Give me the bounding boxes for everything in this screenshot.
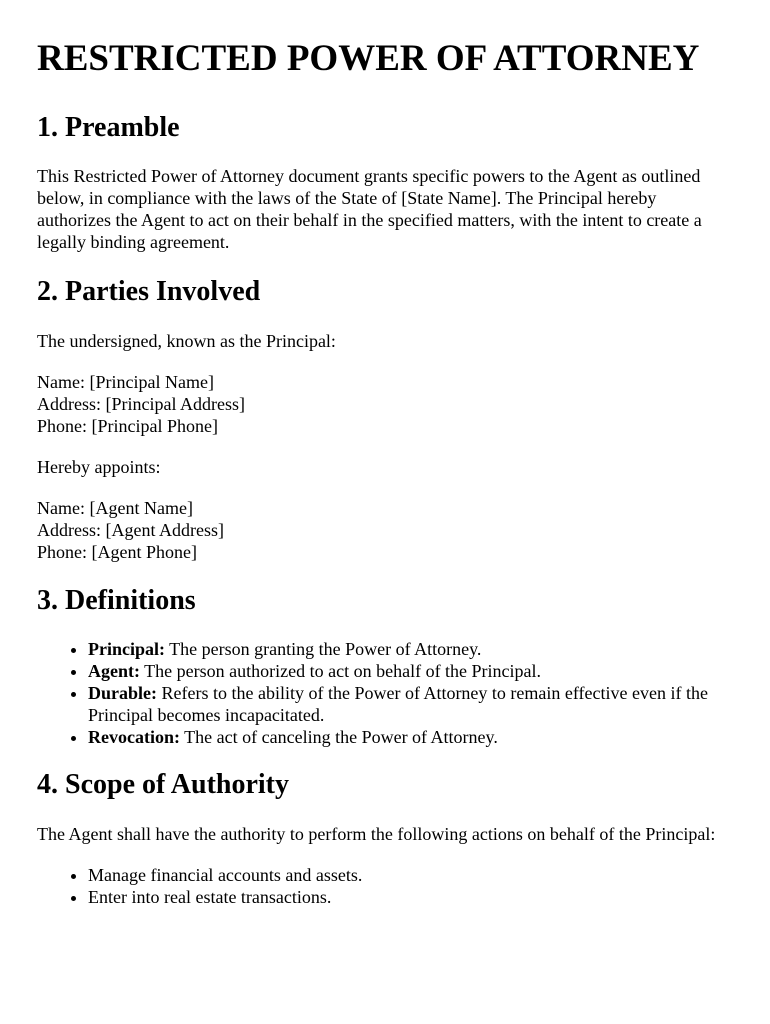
- definition-text: The person authorized to act on behalf of the Principal.: [140, 661, 542, 681]
- agent-name: Name: [Agent Name]: [37, 498, 193, 518]
- definition-term: Durable:: [88, 683, 157, 703]
- section-heading-parties: 2. Parties Involved: [37, 276, 261, 307]
- agent-details: [37, 497, 734, 563]
- definition-term: Revocation:: [88, 727, 180, 747]
- section-heading-scope: 4. Scope of Authority: [37, 769, 289, 800]
- definition-item: [88, 660, 734, 682]
- document-title: RESTRICTED POWER OF ATTORNEY: [37, 38, 700, 79]
- appoints-text: Hereby appoints:: [37, 457, 161, 477]
- definition-item: [88, 638, 734, 660]
- definitions-list: [37, 638, 734, 748]
- agent-phone: Phone: [Agent Phone]: [37, 542, 197, 562]
- scope-item: • Manage financial accounts and assets.: [88, 864, 734, 886]
- definition-term: Agent:: [88, 661, 140, 681]
- preamble-paragraph: This Restricted Power of Attorney document grants specific powers to the Agent as outlined below, in compliance with the laws of the State of [State Name]. The Principal hereby authorizes the Agent to act on their behalf in the specified matters, with the intent to create a legally binding agreement.: [37, 166, 702, 252]
- definition-text: The act of canceling the Power of Attorney.: [179, 727, 498, 747]
- scope-list: [37, 864, 734, 908]
- principal-phone: Phone: [Principal Phone]: [37, 416, 218, 436]
- definition-text: The person granting the Power of Attorney.: [165, 639, 482, 659]
- principal-address: Address: [Principal Address]: [37, 394, 245, 414]
- scope-paragraph: The Agent shall have the authority to perform the following actions on behalf of the Principal:: [37, 824, 716, 844]
- agent-address: Address: [Agent Address]: [37, 520, 224, 540]
- principal-details: [37, 371, 734, 437]
- definition-item: [88, 726, 734, 748]
- definition-text: Refers to the ability of the Power of Attorney to remain effective even if the Principal becomes incapacitated.: [88, 683, 708, 725]
- definition-term: Principal:: [88, 639, 165, 659]
- scope-item: • Enter into real estate transactions.: [88, 886, 734, 908]
- principal-name: Name: [Principal Name]: [37, 372, 214, 392]
- definition-item: [88, 682, 734, 726]
- section-heading-definitions: 3. Definitions: [37, 585, 196, 616]
- section-heading-preamble: 1. Preamble: [37, 112, 180, 143]
- parties-intro: The undersigned, known as the Principal:: [37, 331, 336, 351]
